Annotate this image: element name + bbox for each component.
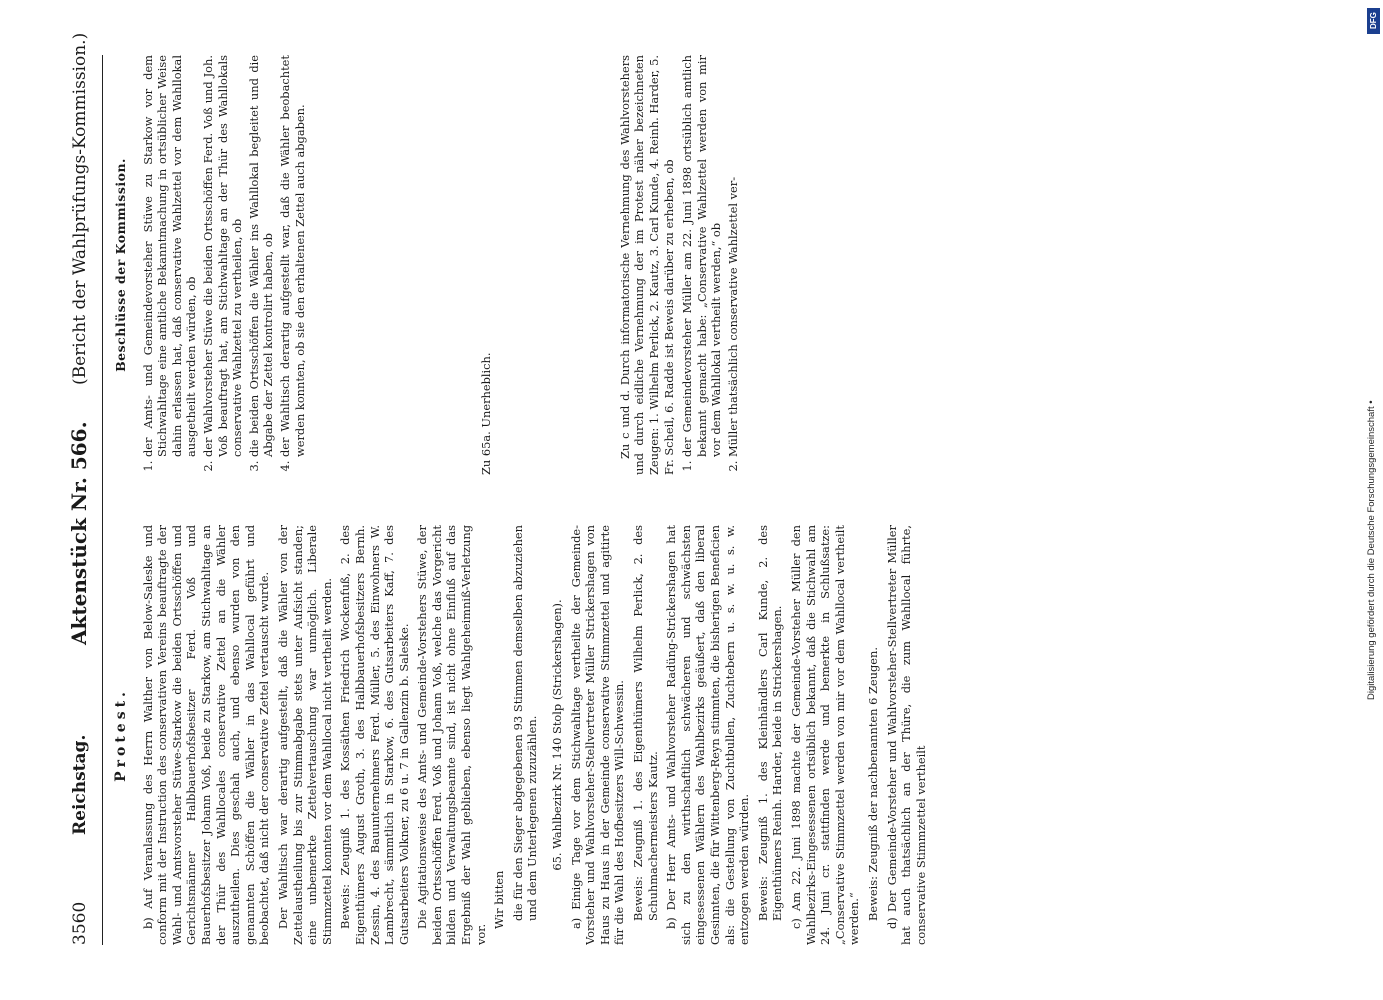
credit-text: Digitalisierung gefördert durch die Deutsche Forschungsgemeinschaft • <box>1366 400 1377 700</box>
section-65-title: 65. Wahlbezirk Nr. 140 Stolp (Strickershagen). <box>550 599 565 871</box>
columns <box>110 55 1312 945</box>
list-item: 1. der Amts- und Gemeindevorsteher Stüwe zu Starkow vor dem Stichwahltage eine amtliche Bekanntmachung in ortsüblicher Weise dahin erlassen hat, daß conservative Wahlzettel vor dem Wahllokal ausgetheilt werden würden, ob <box>141 55 199 457</box>
para-wahltisch: Der Wahltisch war derartig aufgestellt, daß die Wähler von der Zettelaustheilung bis zur Stimmabgabe stets unter Aufsicht standen; eine unbemerkte Zettelvertauschung war unmöglich. Liberale Stimmzettel konnten vor dem Wahllocal nicht vertheilt werden. <box>275 525 334 945</box>
beweis-4: Beweis: Zeugniß der nachbenannten 6 Zeugen. <box>865 647 880 921</box>
bitten-1: Wir bitten <box>492 870 507 929</box>
page-number: 3560 <box>70 901 90 945</box>
beweis-3: Beweis: Zeugniß 1. des Kleinhändlers Carl Kunde, 2. des Eigenthümers Reinh. Harder, beide in Strickershagen. <box>755 525 785 921</box>
spacer <box>309 55 479 475</box>
spacer <box>498 55 618 475</box>
para-65a: a) Einige Tage vor dem Stichwahltage vertheilte der Gemeinde-Vorsteher und Wahlvorsteher-Stellvertreter Müller Strickershagen von Haus zu Haus in der Gemeinde conservative Stimmzettel und agitirte für die Wahl des Hofbesitzers Will-Schwessin. <box>568 525 627 945</box>
beschluesse-column <box>110 55 1312 475</box>
zu-65a: Zu 65a. Unerheblich. <box>479 352 494 475</box>
beschluesse-list <box>141 55 308 475</box>
list-item: 1. der Gemeindevorsteher Müller am 22. Juni 1898 ortsüblich amtlich bekannt gemacht habe: „Conservative Wahlzettel werden von mir vor dem Wahllokal vertheilt werden,“ ob <box>680 55 724 457</box>
para-65b: b) Der Herr Amts- und Wahlvorsteher Radüng-Strickershagen hat sich zu den wirthschaftlich schwächeren und schwächsten eingesessenen Wählern des Wahlbezirks geäußert, daß den liberal Gesinnten, die für Wittenberg-Reyn stimmten, die bisherigen Beneficien als: die Gestellung von Zuchtbullen, Zuchtebern u. s. w. u. s. w. entzogen werden würden. <box>664 525 752 945</box>
para-agitation: Die Agitationsweise des Amts- und Gemeinde-Vorstehers Stüwe, der beiden Ortsschöffen Ferd. Voß und Johann Voß, welche das Vorgericht bilden und Verwaltungsbeamte sind, ist nicht ohne Einfluß auf das Ergebniß der Wahl geblieben, ebenso liegt Wahlgeheimniß-Verletzung vor. <box>415 525 488 945</box>
para-65d: d) Der Gemeinde-Vorsteher und Wahlvorsteher-Stellvertreter Müller hat auch thatsächlich an der Thüre, die zum Wahllocal führte, conservative Stimmzettel vertheilt <box>884 525 928 945</box>
para-b: b) Auf Veranlassung des Herrn Walther von Below-Saleske und conform mit der Instruction des conservativen Vereins beauftragte der Wahl- und Amtsvorsteher Stüwe-Starkow die beiden Ortsschöffen und Gerichtsmänner Halbbauerhofsbesitzer Ferd. Voß und Bauerhofsbesitzer Johann Voß, beide zu Starkow, am Stichwahltage an der Thür des Wahllocales conservative Zettel an die Wähler auszutheilen. Dies geschah auch, und ebenso wurden von den genannten Schöffen die Wähler in das Wahllocal geführt und beobachtet, daß nicht der conservative Zettel vertauscht wurde. <box>140 525 272 945</box>
para-65c: c) Am 22. Juni 1898 machte der Gemeinde-Vorsteher Müller den Wahlbezirks-Eingesessenen ortsüblich bekannt, daß die Stichwahl am 24. Juni cr. stattfinden werde und bemerkte in Schlußsatze: „Conservative Stimmzettel werden von mir vor dem Wahllocal vertheilt werden.“ <box>788 525 862 945</box>
header-bericht: (Bericht der Wahlprüfungs-Kommission.) <box>70 32 90 385</box>
bitten-2: die für den Sieger abgegebenen 93 Stimmen demselben abzuziehen und dem Unterlegenen zuzuzählen. <box>510 525 540 921</box>
header-aktenstueck: Aktenstück Nr. 566. <box>67 421 91 645</box>
sub-list <box>680 55 740 475</box>
list-item: 2. Müller thatsächlich conservative Wahlzettel ver- <box>726 55 741 457</box>
list-item: 4. der Wahltisch derartig aufgestellt war, daß die Wähler beobachtet werden konnten, ob sie den erhaltenen Zettel auch abgaben. <box>278 55 307 457</box>
list-item: 2. der Wahlvorsteher Stüwe die beiden Ortsschöffen Ferd. Voß und Joh. Voß beauftragt hat, am Stichwahltage an der Thür des Wahllokals conservative Wahlzettel zu vertheilen, ob <box>201 55 245 457</box>
beweis-2: Beweis: Zeugniß 1. des Eigenthümers Wilhelm Perlick, 2. des Schuhmachermeisters Kautz. <box>631 525 660 921</box>
protest-column <box>110 525 1312 945</box>
list-item: 3. die beiden Ortsschöffen die Wähler ins Wahllokal begleitet und die Abgabe der Zettel kontrolirt haben, ob <box>247 55 276 457</box>
header-reichstag: Reichstag. <box>70 734 90 835</box>
beschluesse-title: Beschlüsse der Kommission. <box>113 158 128 372</box>
zu-65cd: Zu c und d. Durch informatorische Vernehmung des Wahlvorstehers und durch eidliche Vernehmung der im Protest näher bezeichneten Zeugen: 1. Wilhelm Perlick, 2. Kautz, 3. Carl Kunde, 4. Reinh. Harder, 5. Fr. Scheil, 6. Radde ist Beweis darüber zu erheben, ob <box>617 55 676 475</box>
page-header <box>62 32 103 945</box>
protest-title: Protest. <box>113 688 129 782</box>
credit-strip <box>1360 0 1383 1000</box>
dfg-logo-icon: DFG <box>1367 8 1380 34</box>
document-body <box>62 32 1312 945</box>
beweis-1: Beweis: Zeugniß 1. des Kossäthen Friedrich Wockenfuß, 2. des Eigenthümers August Groth, 3. des Halbbauerhofsbesitzers Bernh. Zessin, 4. des Bauunternehmers Ferd. Müller, 5. des Einwohners W. Lambrecht, sämmtlich in Starkow, 6. des Gutsarbeiters Kaff, 7. des Gutsarbeiters Volkner, zu 6 u. 7 in Gallenzin b. Saleske. <box>338 525 411 945</box>
